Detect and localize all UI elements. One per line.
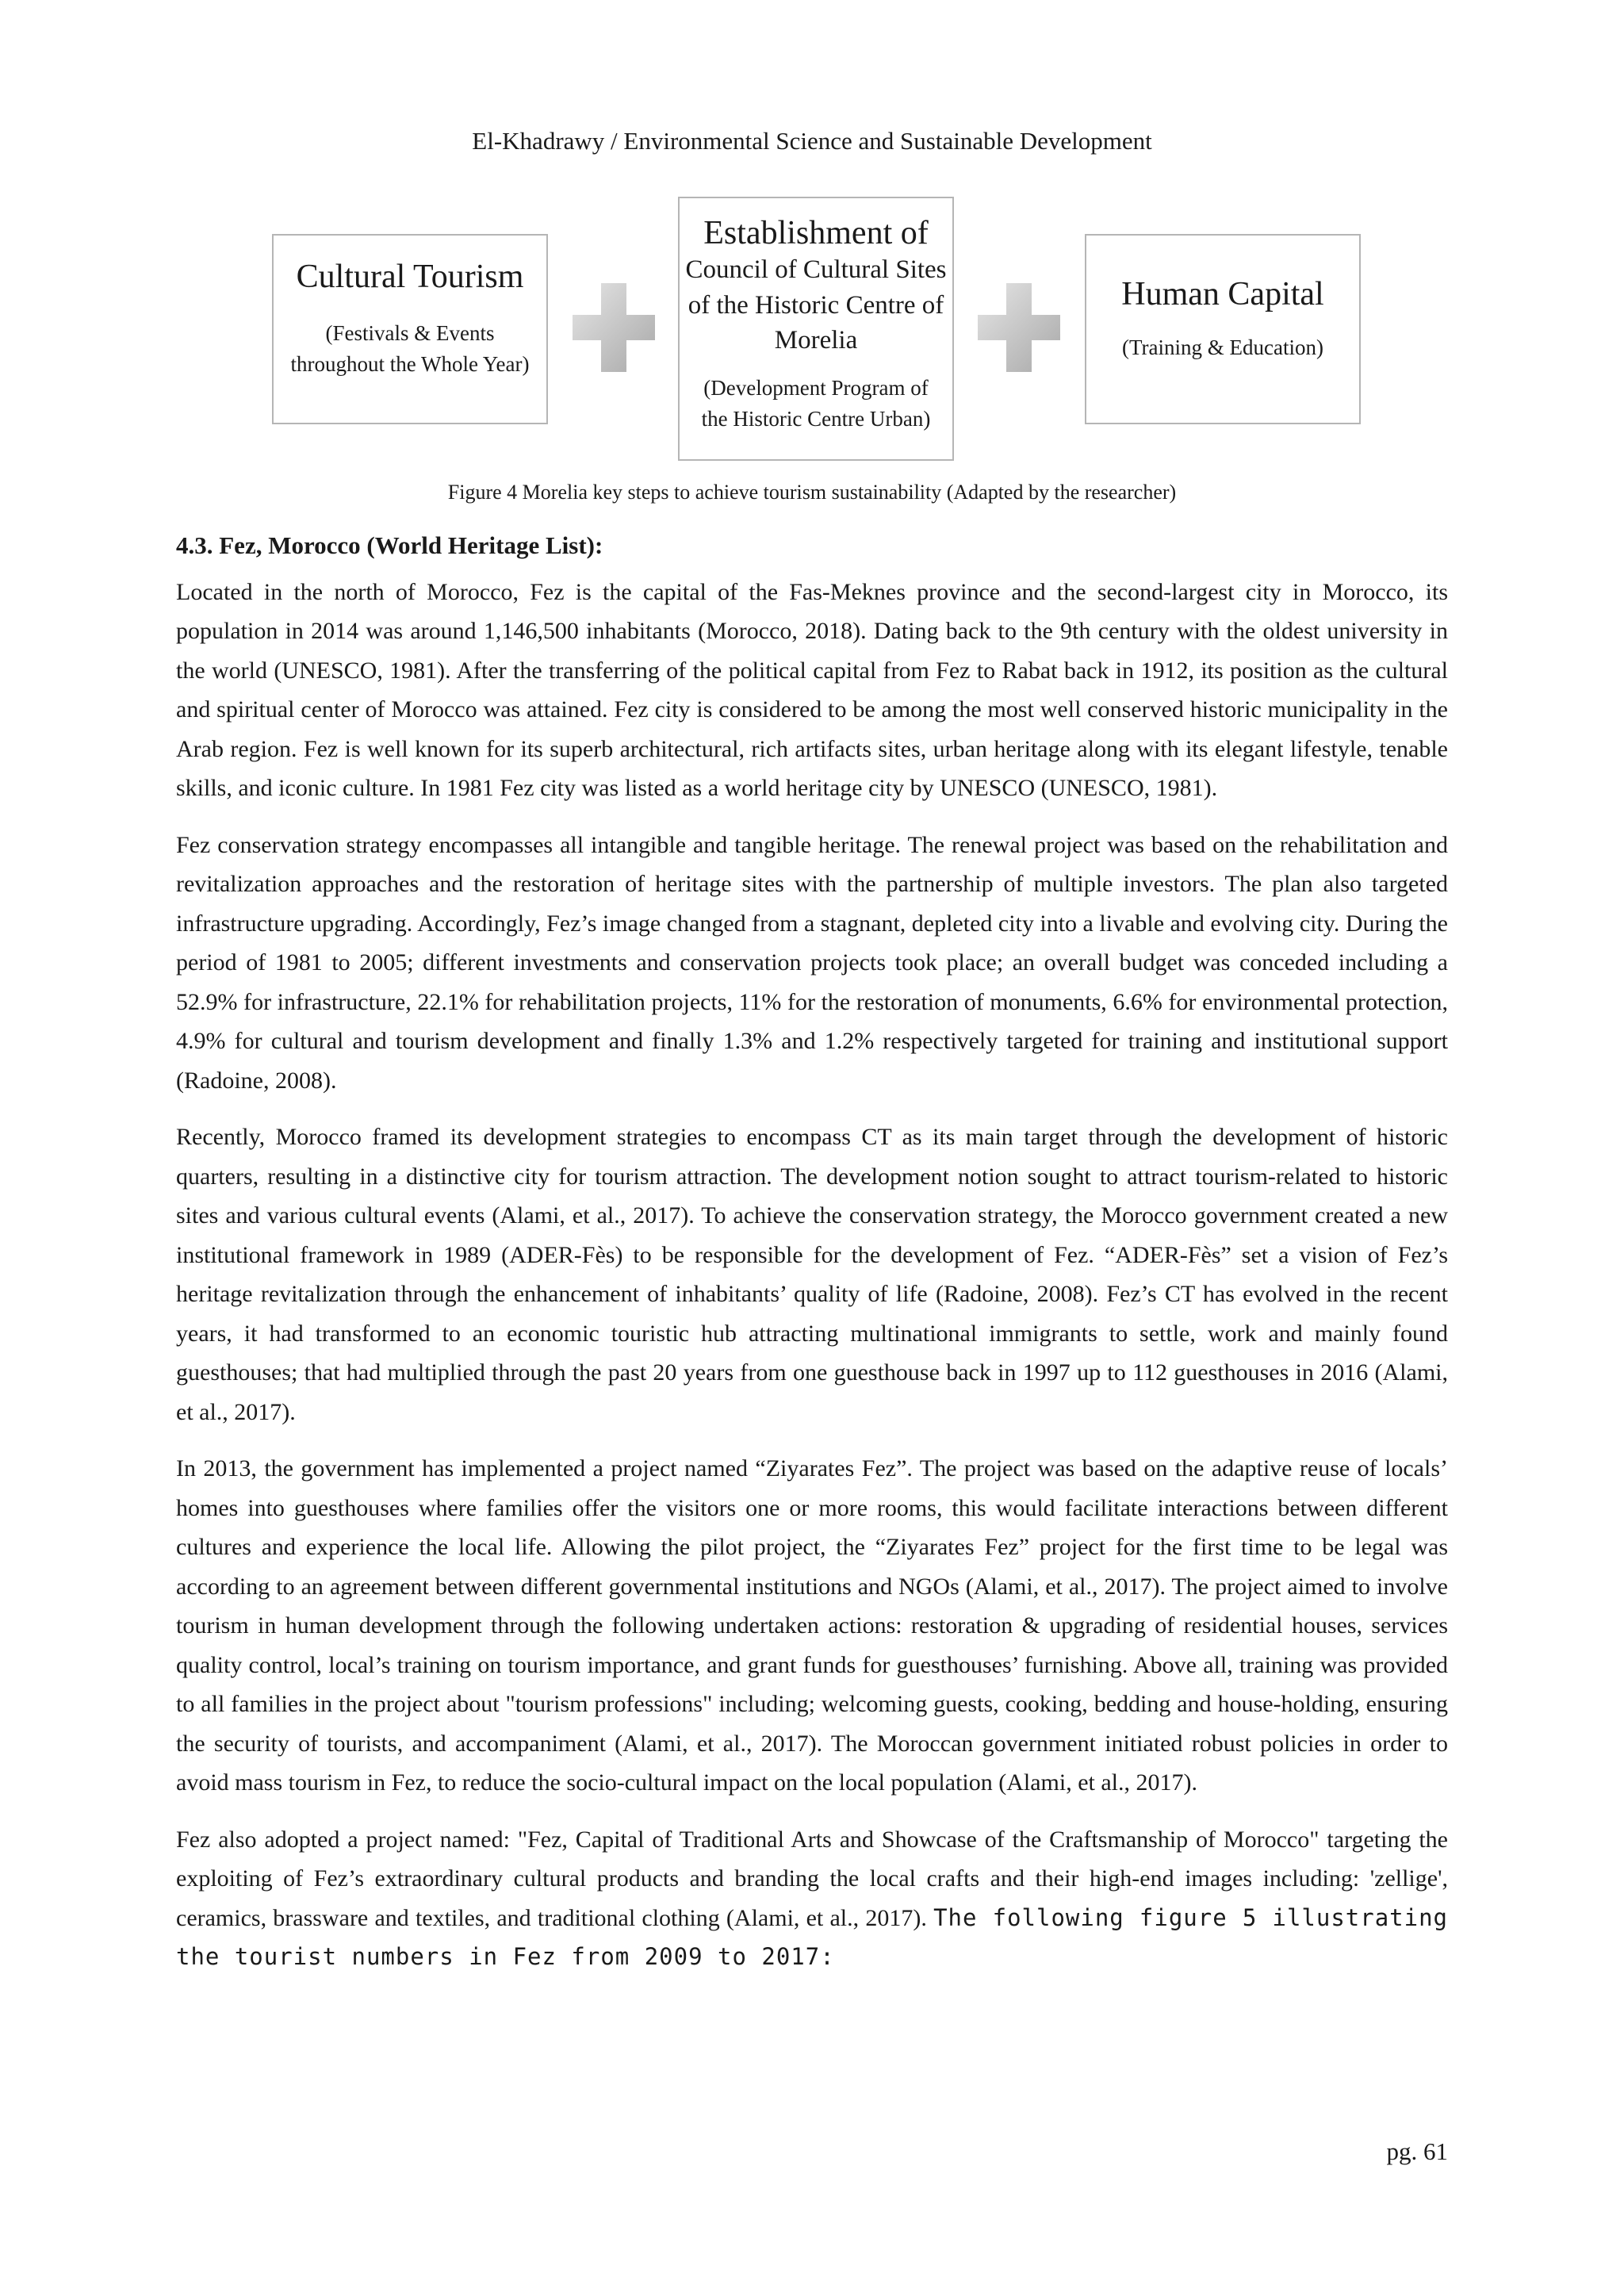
box-subtitle: (Training & Education): [1122, 335, 1323, 360]
council-establishment-box: [678, 197, 954, 461]
box-title: Establishment of: [703, 215, 929, 251]
paragraph: Fez conservation strategy encompasses all intangible and tangible heritage. The renewal project was based on the rehabilitation and revitalization approaches and the restoration of heritage sites with the partnership of multiple investors. The plan also targeted infrastructure upgrading. Accordingly, Fez’s image changed from a stagnant, depleted city into a livable and evolving city. During the period of 1981 to 2005; different investments and conservation projects took place; an overall budget was conceded including a 52.9% for infrastructure, 22.1% for rehabilitation projects, 11% for the restoration of monuments, 6.6% for environmental protection, 4.9% for cultural and tourism development and finally 1.3% and 1.2% respectively targeted for training and institutional support (Radoine, 2008).: [176, 831, 1448, 1094]
box-line-1: Council of Cultural Sites: [685, 255, 947, 285]
paragraph: Recently, Morocco framed its development strategies to encompass CT as its main target through the development of historic quarters, resulting in a distinctive city for tourism attraction. The development notion sought to attract tourism-related to historic sites and various cultural events (Alami, et al., 2017). To achieve the conservation strategy, the Morocco government created a new institutional framework in 1989 (ADER-Fès) to be responsible for the development of Fez. “ADER-Fès” set a vision of Fez’s heritage revitalization through the enhancement of inhabitants’ quality of life (Radoine, 2008). Fez’s CT has evolved in the recent years, it had transformed to an economic touristic hub attracting multinational immigrants to settle, work and mainly found guesthouses; that had multiplied through the past 20 years from one guesthouse back in 1997 up to 112 guesthouses in 2016 (Alami, et al., 2017).: [176, 1124, 1448, 1425]
running-head: El-Khadrawy / Environmental Science and Sustainable Development: [472, 127, 1152, 155]
box-title: Cultural Tourism: [296, 259, 524, 295]
paragraph: Located in the north of Morocco, Fez is the capital of the Fas-Meknes province and the second-largest city in Morocco, its population in 2014 was around 1,146,500 inhabitants (Morocco, 2018). Dating back to the 9th century with the oldest university in the world (UNESCO, 1981). After the transferring of the political capital from Fez to Rabat back in 1912, its position as the cultural and spiritual center of Morocco was attained. Fez city is considered to be among the most well conserved historic municipality in the Arab region. Fez is well known for its superb architectural, rich artifacts sites, urban heritage along with its elegant lifestyle, tenable skills, and iconic culture. In 1981 Fez city was listed as a world heritage city by UNESCO (UNESCO, 1981).: [176, 578, 1448, 801]
cultural-tourism-box: [272, 234, 548, 424]
paragraph: In 2013, the government has implemented a project named “Ziyarates Fez”. The project was based on the adaptive reuse of locals’ homes into guesthouses where families offer the visitors one or more rooms, this would facilitate interactions between different cultures and experience the local life. Allowing the pilot project, the “Ziyarates Fez” project for the first time to be legal was according to an agreement between different governmental institutions and NGOs (Alami, et al., 2017). The project aimed to involve tourism in human development through the following undertaken actions: restoration & upgrading of residential houses, services quality control, local’s training on tourism importance, and grant funds for guesthouses’ furnishing. Above all, training was provided to all families in the project about "tourism professions" including; welcoming guests, cooking, bedding and house-holding, ensuring the security of tourists, and accompaniment (Alami, et al., 2017). The Moroccan government initiated robust policies in order to avoid mass tourism in Fez, to reduce the socio-cultural impact on the local population (Alami, et al., 2017).: [176, 1455, 1448, 1796]
figure-4-diagram: [262, 194, 1372, 464]
plus-icon: [573, 283, 655, 372]
section-heading: 4.3. Fez, Morocco (World Heritage List):: [176, 531, 603, 559]
box-sub-2: the Historic Centre Urban): [701, 407, 931, 431]
human-capital-box: [1085, 234, 1361, 424]
paragraph-last: [176, 1820, 1448, 1977]
box-subtitle-1: (Festivals & Events: [325, 321, 495, 346]
paragraph-text: Fez also adopted a project named: "Fez, Capital of Traditional Arts and Showcase of the Craftsmanship of Morocco" targeting the exploiting of Fez’s extraordinary cultural products and branding the local crafts and their high-end images including: 'zellige', ceramics, brassware and textiles, and traditional clothing (Alami, et al., 2017).: [176, 1826, 1448, 1931]
box-line-3: Morelia: [774, 326, 858, 355]
box-title: Human Capital: [1121, 276, 1324, 312]
paragraph-mono-text: The following figure 5 illustrating the tourist numbers in Fez from 2009 to 2017:: [176, 1903, 1448, 1970]
section-body: [176, 527, 1448, 1995]
box-subtitle-2: throughout the Whole Year): [290, 352, 530, 377]
box-sub-1: (Development Program of: [703, 375, 929, 400]
box-line-2: of the Historic Centre of: [688, 290, 944, 320]
page-number: pg. 61: [1386, 2137, 1448, 2165]
plus-icon: [978, 283, 1060, 372]
figure-caption: Figure 4 Morelia key steps to achieve tourism sustainability (Adapted by the researcher): [447, 481, 1177, 504]
